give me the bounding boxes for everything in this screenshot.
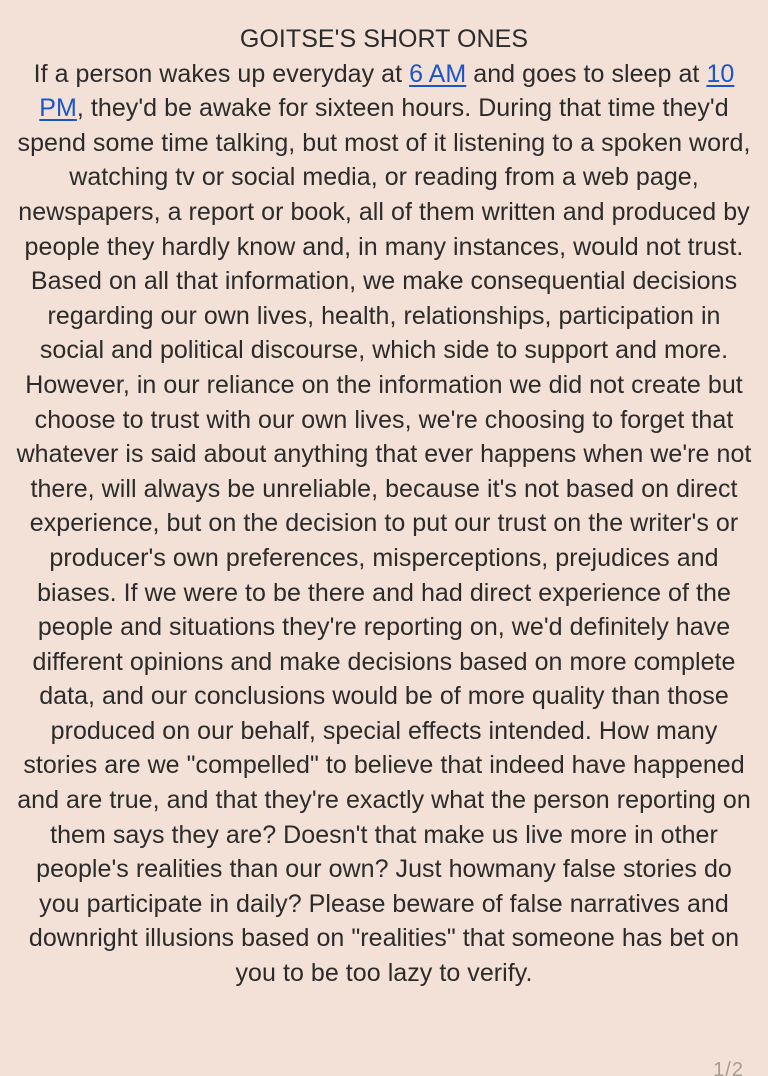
page-indicator: 1/2: [713, 1059, 744, 1076]
note-text-segment: , they'd be awake for sixteen hours. During that time they'd spend some time talking, but most of it listening to a spoken word, watching tv or social media, or reading from a web page, newspapers, a report or book, all of them written and produced by people they hardly know and, in many instances, would not trust. Based on all that information, we make consequential decisions regarding our own lives, health, relationships, participation in social and political discourse, which side to support and more. However, in our reliance on the information we did not create but choose to trust with our own lives, we're choosing to forget that whatever is said about anything that ever happens when we're not there, will always be unreliable, because it's not based on direct experience, but on the decision to put our trust on the writer's or producer's own preferences, misperceptions, prejudices and biases. If we were to be there and had direct experience of the people and situations they're reporting on, we'd definitely have different opinions and make decisions based on more complete data, and our conclusions would be of more quality than those produced on our behalf, special effects intended. How many stories are we "compelled" to believe that indeed have happened and are true, and that they're exactly what the person reporting on them says they are? Doesn't that make us live more in other people's realities than our own? Just howmany false stories do you participate in daily? Please beware of false narratives and downright illusions based on "realities" that someone has bet on you to be too lazy to verify.: [16, 94, 752, 988]
time-link-10pm[interactable]: 10 PM: [39, 59, 735, 123]
time-link-6am[interactable]: 6 AM: [409, 59, 467, 88]
note-text-segment: and goes to sleep at: [466, 59, 707, 88]
note-body: [14, 22, 754, 991]
note-title: GOITSE'S SHORT ONES: [239, 25, 529, 53]
note-paragraph: [14, 57, 754, 991]
note-text-segment: If a person wakes up everyday at: [33, 59, 410, 88]
